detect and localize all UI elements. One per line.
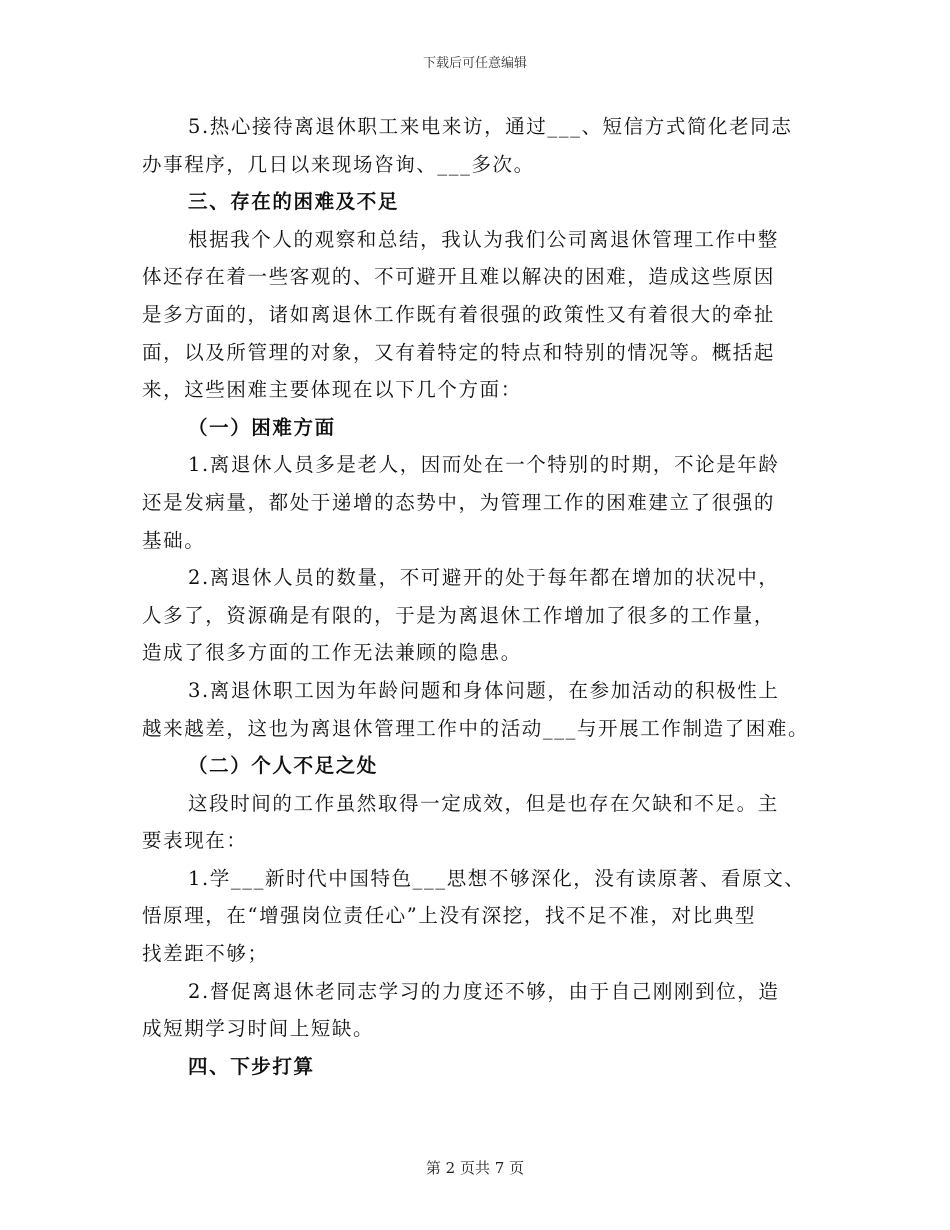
paragraph-line: 1.离退休人员多是老人，因而处在一个特别的时期，不论是年龄 (188, 453, 780, 477)
paragraph-line: 要表现在： (142, 829, 248, 853)
page-footer: 第 2 页共 7 页 (425, 1159, 525, 1177)
paragraph-line: 找差距不够； (142, 942, 269, 966)
page-header: 下载后可任意编辑 (422, 56, 527, 71)
paragraph-line: 2.离退休人员的数量，不可避开的处于每年都在增加的状况中， (188, 566, 780, 590)
paragraph-line: 3.离退休职工因为年龄问题和身体问题，在参加活动的积极性上 (188, 678, 780, 702)
paragraph-line: 还是发病量，都处于递增的态势中，为管理工作的困难建立了很强的 (142, 490, 776, 514)
section-heading: 四、下步打算 (188, 1054, 315, 1078)
paragraph-line: 来，这些困难主要体现在以下几个方面： (142, 378, 522, 402)
subsection-heading: （二）个人不足之处 (188, 754, 378, 778)
section-heading: 三、存在的困难及不足 (188, 190, 400, 214)
paragraph-line: 造成了很多方面的工作无法兼顾的隐患。 (142, 641, 522, 665)
subsection-heading: （一）困难方面 (188, 415, 336, 439)
paragraph-line: 悟原理，在“增强岗位责任心”上没有深挖，找不足不准，对比典型 (142, 904, 756, 928)
paragraph-line: 办事程序，几日以来现场咨询、___多次。 (142, 152, 535, 176)
paragraph-line: 体还存在着一些客观的、不可避开且难以解决的困难，造成这些原因 (142, 265, 776, 289)
paragraph-line: 成短期学习时间上短缺。 (142, 1017, 375, 1041)
paragraph-line: 面，以及所管理的对象，又有着特定的特点和特别的情况等。概括起 (142, 340, 776, 364)
paragraph-line: 是多方面的，诸如离退休工作既有着很强的政策性又有着很大的牵扯 (142, 302, 776, 326)
document-body (142, 108, 822, 1085)
paragraph-line: 人多了，资源确是有限的，于是为离退休工作增加了很多的工作量， (142, 603, 776, 627)
paragraph-line: 这段时间的工作虽然取得一定成效，但是也存在欠缺和不足。主 (188, 791, 779, 815)
paragraph-line: 越来越差，这也为离退休管理工作中的活动___与开展工作制造了困难。 (142, 716, 810, 740)
paragraph-line: 1.学___新时代中国特色___思想不够深化，没有读原著、看原文、 (188, 866, 806, 890)
paragraph-line: 基础。 (142, 528, 206, 552)
paragraph-line: 2.督促离退休老同志学习的力度还不够，由于自己刚刚到位，造 (188, 979, 780, 1003)
paragraph-line: 根据我个人的观察和总结，我认为我们公司离退休管理工作中整 (188, 227, 779, 251)
paragraph-line: 5.热心接待离退休职工来电来访，通过___、短信方式简化老同志 (188, 115, 793, 138)
